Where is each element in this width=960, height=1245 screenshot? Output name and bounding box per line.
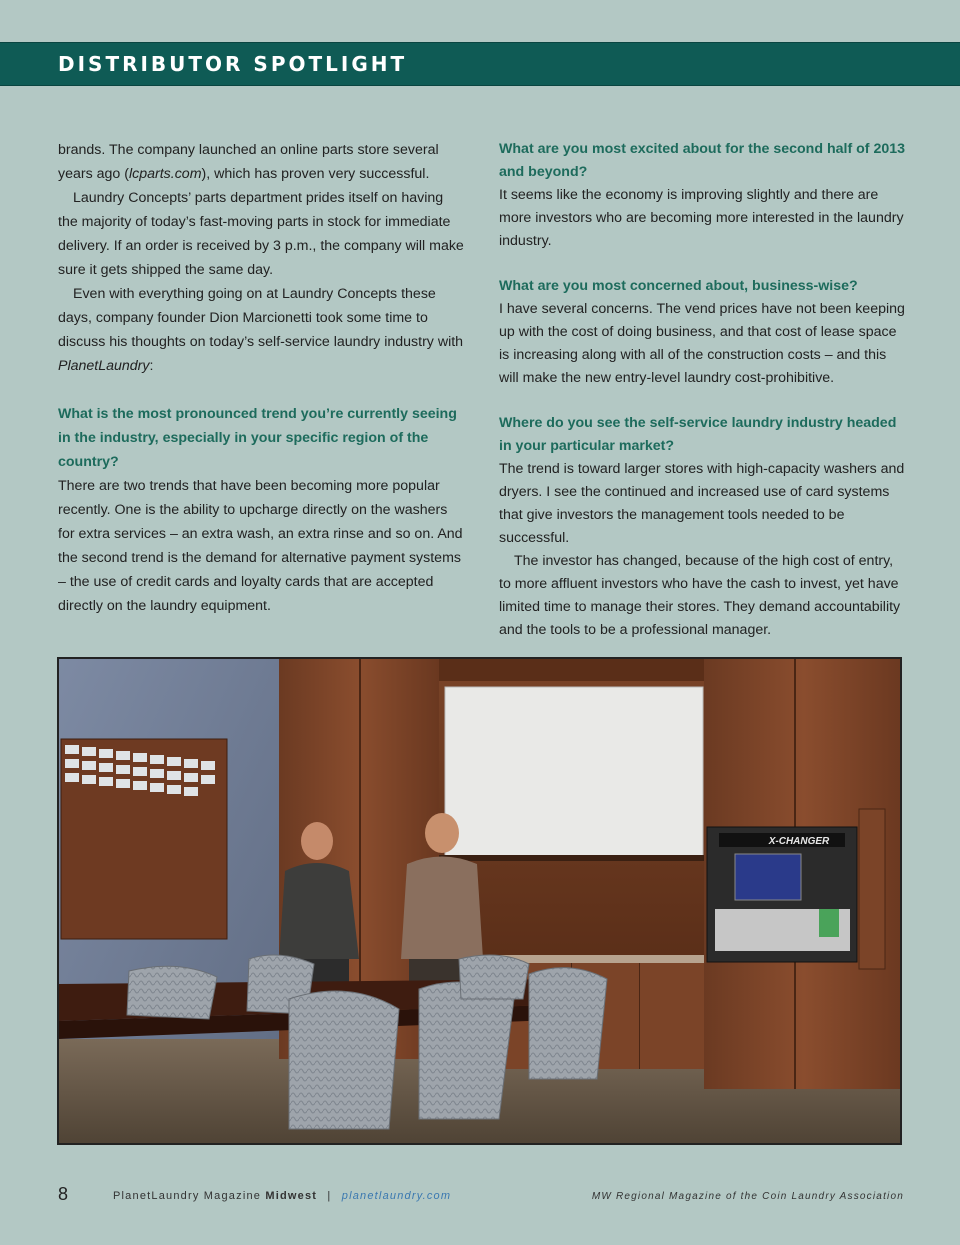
footer-separator: | bbox=[327, 1190, 332, 1202]
question-heading: What are you most concerned about, business-wise? bbox=[499, 278, 858, 294]
page-number: 8 bbox=[58, 1184, 69, 1204]
footer-url-link[interactable]: planetlaundry.com bbox=[341, 1190, 452, 1202]
answer-paragraph: It seems like the economy is improving slightly and there are more investors who are becoming more interested in the laundry industry. bbox=[499, 187, 904, 249]
edition-label: Midwest bbox=[265, 1190, 318, 1202]
section-header bbox=[0, 42, 960, 86]
machine-label: X-CHANGER bbox=[768, 836, 830, 847]
page-footer bbox=[0, 1184, 960, 1214]
paragraph: Even with everything going on at Laundry Concepts these days, company founder Dion Marcionetti took some time to discuss his thoughts on today’s self-service laundry industry with PlanetLaundry: bbox=[58, 286, 464, 374]
website-link[interactable]: lcparts.com bbox=[128, 166, 202, 182]
magazine-title: PlanetLaundry Magazine bbox=[113, 1190, 262, 1202]
conference-room-photo bbox=[57, 657, 902, 1145]
paragraph: brands. The company launched an online parts store several years ago (lcparts.com), which has proven very successful. bbox=[58, 142, 439, 182]
photo-illustration bbox=[59, 659, 902, 1145]
left-column bbox=[58, 138, 466, 618]
paragraph: Laundry Concepts’ parts department prides itself on having the majority of today’s fast-moving parts in stock for immediate delivery. If an order is received by 3 p.m., the company will make sure it gets shipped the same day. bbox=[58, 190, 464, 278]
footer-masthead bbox=[113, 1190, 451, 1202]
section-title: DISTRIBUTOR SPOTLIGHT bbox=[58, 52, 408, 76]
answer-paragraph: The trend is toward larger stores with high-capacity washers and dryers. I see the continued and increased use of card systems that give investors the management tools needed to be successful. bbox=[499, 461, 905, 546]
magazine-name: PlanetLaundry bbox=[58, 358, 150, 374]
question-heading: What is the most pronounced trend you’re currently seeing in the industry, especially in your specific region of the country? bbox=[58, 406, 457, 470]
question-heading: Where do you see the self-service laundry industry headed in your particular market? bbox=[499, 415, 897, 454]
answer-paragraph: There are two trends that have been becoming more popular recently. One is the ability to upcharge directly on the washers for extra services – an extra wash, an extra rinse and so on. And the second trend is the demand for alternative payment systems – the use of credit cards and loyalty cards that are accepted directly on the laundry equipment. bbox=[58, 478, 463, 614]
footer-tagline: MW Regional Magazine of the Coin Laundry Association bbox=[591, 1191, 904, 1202]
question-heading: What are you most excited about for the second half of 2013 and beyond? bbox=[499, 141, 905, 180]
right-column bbox=[499, 138, 907, 642]
answer-paragraph: The investor has changed, because of the high cost of entry, to more affluent investors who have the cash to invest, yet have limited time to manage their stores. They demand accountability and the tools to be a professional manager. bbox=[499, 553, 901, 638]
answer-paragraph: I have several concerns. The vend prices have not been keeping up with the cost of doing business, and that cost of lease space is increasing along with all of the construction costs – and this will make the new entry-level laundry cost-prohibitive. bbox=[499, 301, 905, 386]
